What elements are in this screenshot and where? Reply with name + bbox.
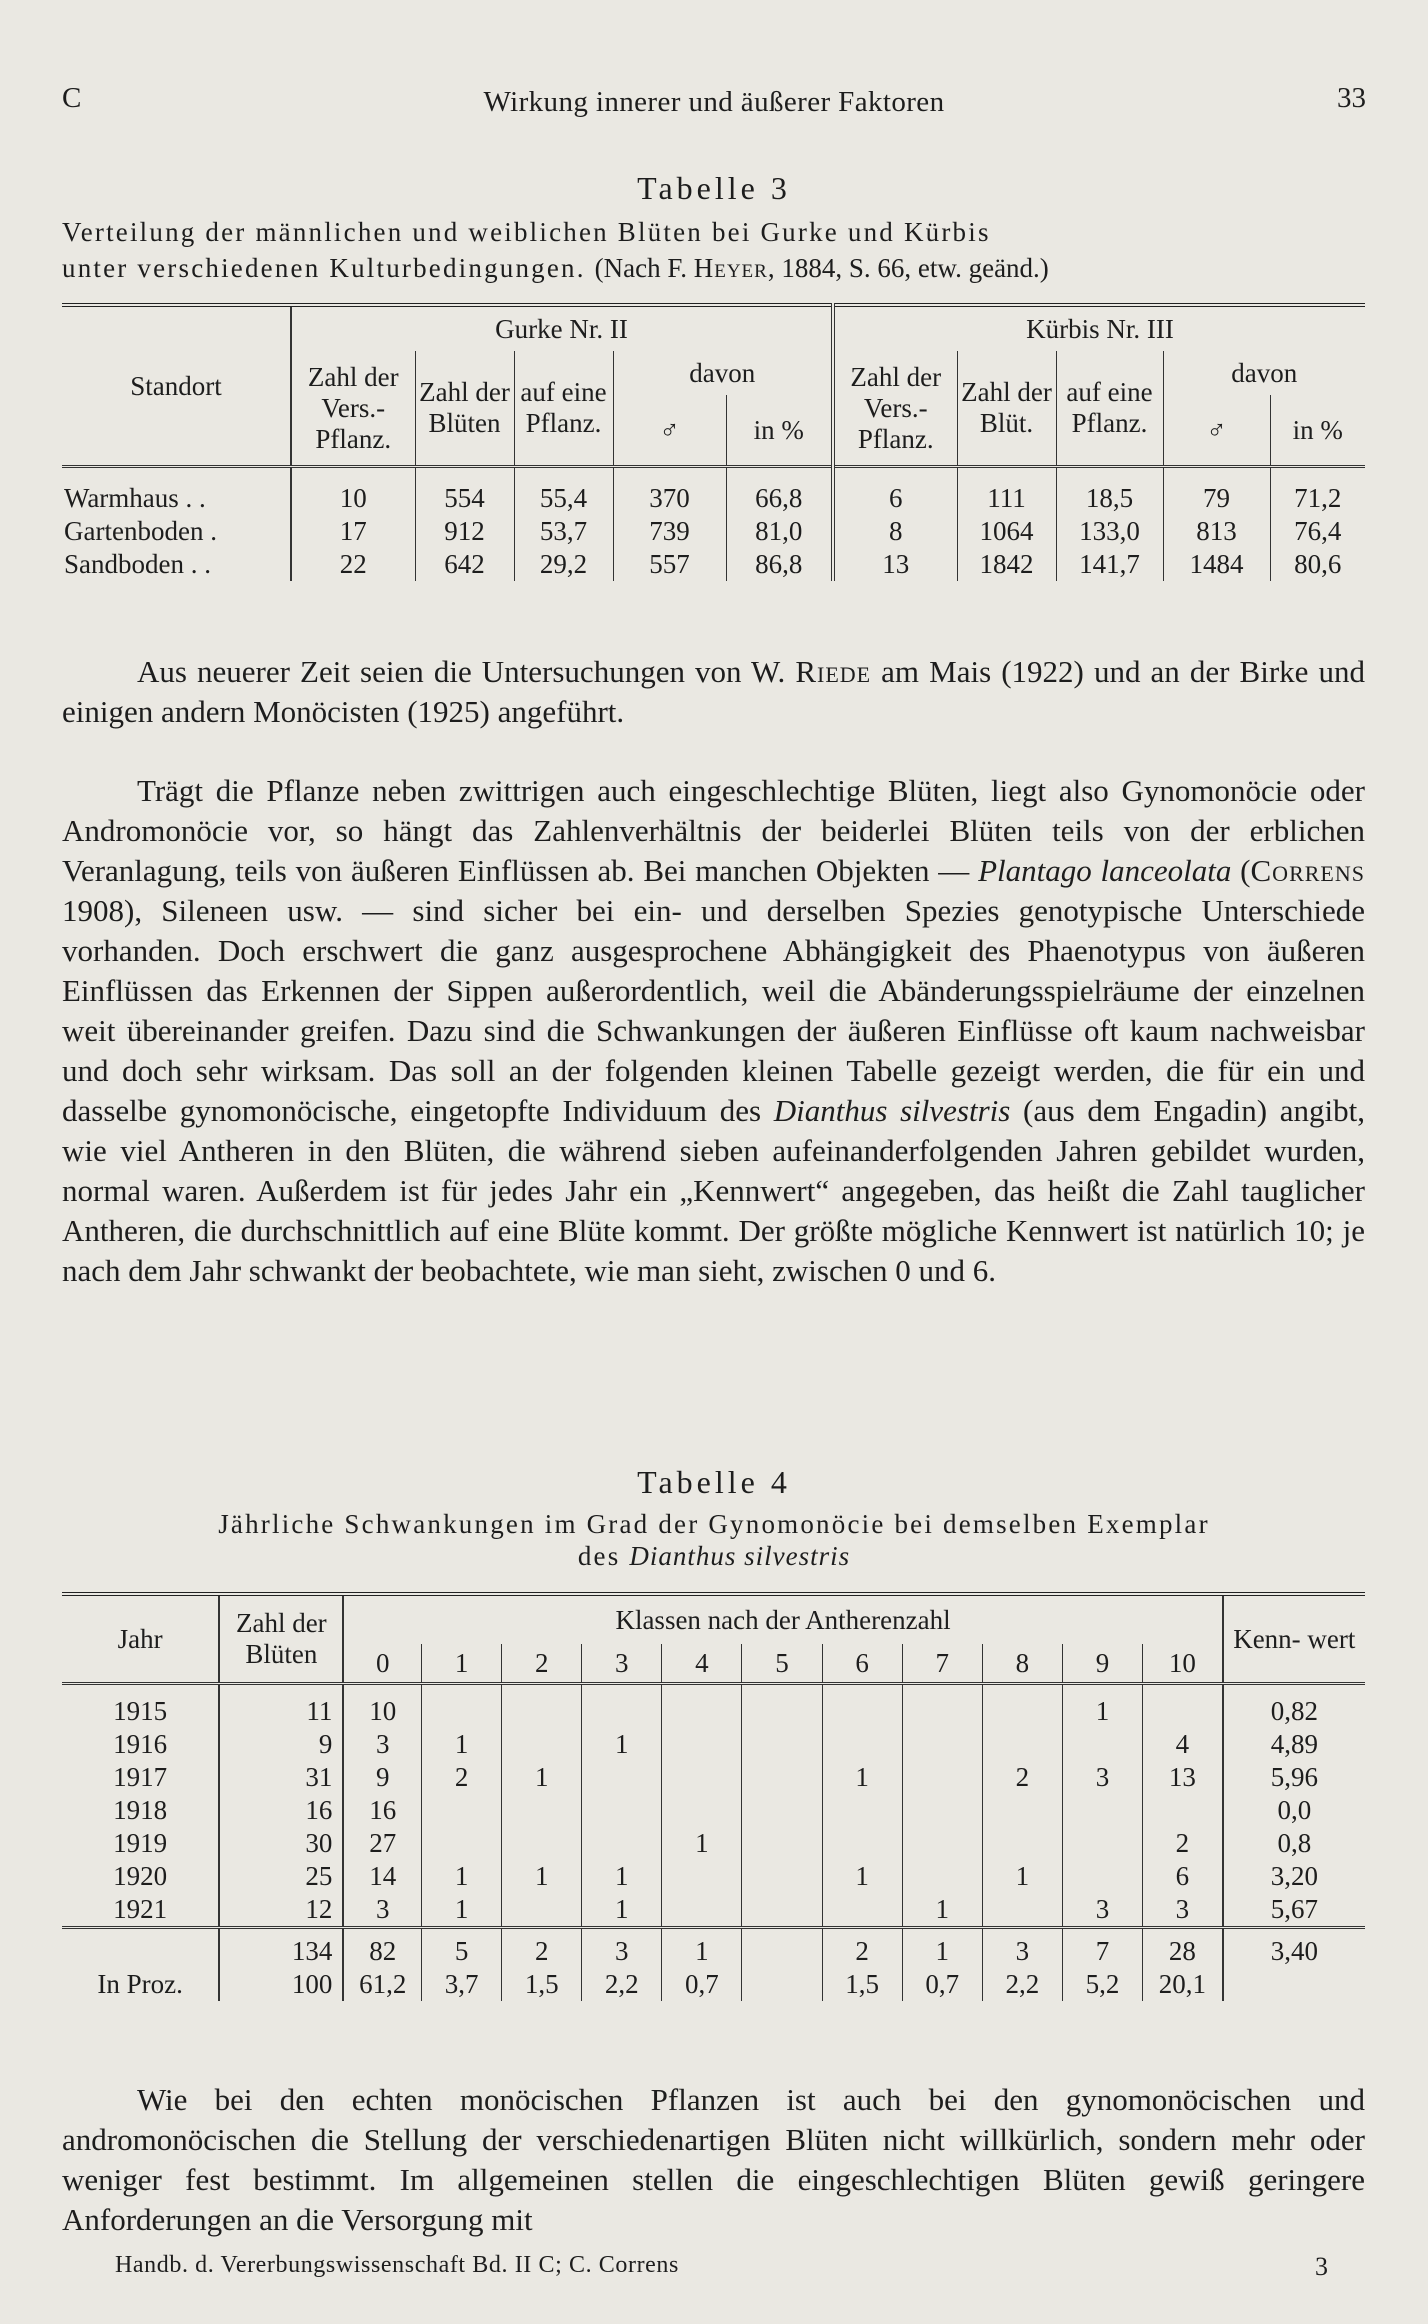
table-row: 1920 25 14 1 1 1 1 1 6 3,20 — [62, 1860, 1365, 1893]
paragraph-stellung: Wie bei den echten monöcischen Pflanzen ist auch bei den gynomonöcischen und andromonöcischen die Stellung der verschiedenartigen Blüten nicht willkürlich, sondern mehr oder weniger fest bestimmt. Im allgemeinen stellen die eingeschlechtigen Blüten gewiß geringere Anforderungen an die Versorgung mit — [62, 2082, 1365, 2237]
table4 — [62, 1592, 1365, 2001]
th-class-7: 7 — [902, 1644, 982, 1684]
table4-caption — [62, 1508, 1366, 1572]
species-plantago: Plantago lanceolata — [978, 853, 1232, 888]
th-klassen: Klassen nach der Antherenzahl — [343, 1594, 1222, 1644]
total-row: 134 82 5 2 3 1 2 1 3 7 28 3,40 — [62, 1928, 1365, 1969]
th-class-8: 8 — [982, 1644, 1062, 1684]
paragraph-riede: Aus neuerer Zeit seien die Untersuchungen von W. Riede am Mais (1922) und an der Birke und einigen andern Monöcisten (1925) angeführt. — [62, 654, 1365, 729]
section-letter: C — [62, 82, 82, 114]
th-k-davon: davon — [1163, 351, 1365, 395]
th-k-auf-eine: auf eine Pflanz. — [1056, 351, 1163, 467]
table-row: 1915 11 10 1 0,82 — [62, 1684, 1365, 1729]
th-class-6: 6 — [822, 1644, 902, 1684]
th-group-kuerbis: Kürbis Nr. III — [833, 305, 1365, 351]
author-heyer: Heyer — [693, 253, 768, 283]
table3-title: Tabelle 3 — [637, 170, 791, 206]
percent-row: In Proz. 100 61,2 3,7 1,5 2,2 0,7 1,5 0,7 2,2 5,2 20,1 — [62, 1968, 1365, 2001]
th-k-male: ♂ — [1163, 395, 1270, 467]
th-class-4: 4 — [662, 1644, 742, 1684]
th-class-2: 2 — [502, 1644, 582, 1684]
th-group-gurke: Gurke Nr. II — [291, 305, 833, 351]
th-class-9: 9 — [1062, 1644, 1142, 1684]
running-title: Wirkung innerer und äußerer Faktoren — [483, 86, 945, 118]
table-row: 1916 9 3 1 1 4 4,89 — [62, 1728, 1365, 1761]
th-g-zahl-vers: Zahl der Vers.- Pflanz. — [291, 351, 415, 467]
table4-title: Tabelle 4 — [637, 1464, 791, 1500]
table-row: Warmhaus . . 10 554 55,4 370 66,8 6 111 18,5 79 71,2 — [62, 467, 1365, 516]
footer-citation: Handb. d. Vererbungswissenschaft Bd. II C; C. Correns — [115, 2252, 679, 2278]
th-g-pct: in % — [726, 395, 833, 467]
th-k-pct: in % — [1270, 395, 1365, 467]
th-kennwert: Kenn- wert — [1223, 1594, 1365, 1684]
table-row: 1921 12 3 1 1 1 3 3 5,67 — [62, 1893, 1365, 1928]
th-g-male: ♂ — [613, 395, 726, 467]
table-row: Gartenboden . 17 912 53,7 739 81,0 8 1064 133,0 813 76,4 — [62, 515, 1365, 548]
table-row: 1918 16 16 0,0 — [62, 1794, 1365, 1827]
th-jahr: Jahr — [62, 1594, 219, 1684]
th-class-3: 3 — [582, 1644, 662, 1684]
signature-mark: 3 — [1315, 2252, 1328, 2281]
table3 — [62, 303, 1365, 581]
th-g-davon: davon — [613, 351, 833, 395]
th-g-zahl-blueten: Zahl der Blüten — [415, 351, 514, 467]
table-row: Sandboden . . 22 642 29,2 557 86,8 13 1842 141,7 1484 80,6 — [62, 548, 1365, 581]
table3-caption-line1: Verteilung der männlichen und weiblichen Blüten bei Gurke und Kürbis — [62, 217, 991, 247]
footer — [115, 2252, 1328, 2279]
author-correns: Correns — [1250, 853, 1365, 888]
table3-caption-line2: unter verschiedenen Kulturbedingungen. (Nach F. Heyer, 1884, S. 66, etw. geänd.) — [62, 253, 1049, 283]
page-number: 33 — [1337, 82, 1366, 114]
th-standort: Standort — [62, 305, 291, 467]
author-riede: Riede — [795, 654, 872, 689]
th-g-auf-eine: auf eine Pflanz. — [514, 351, 613, 467]
table3-caption — [62, 214, 1366, 286]
table-row: 1917 31 9 2 1 1 2 3 13 5,96 — [62, 1761, 1365, 1794]
th-class-0: 0 — [343, 1644, 421, 1684]
table4-caption-line1: Jährliche Schwankungen im Grad der Gynomonöcie bei demselben Exemplar — [218, 1509, 1210, 1539]
th-k-zahl-vers: Zahl der Vers.- Pflanz. — [833, 351, 957, 467]
table-row: 1919 30 27 1 2 0,8 — [62, 1827, 1365, 1860]
running-header — [62, 72, 1366, 122]
th-class-10: 10 — [1143, 1644, 1223, 1684]
th-zahl-blueten: Zahl der Blüten — [219, 1594, 343, 1684]
species-dianthus: Dianthus silvestris — [773, 1093, 1011, 1128]
paragraph-gynomonoecie: Trägt die Pflanze neben zwittrigen auch eingeschlechtige Blüten, liegt also Gynomonöcie oder Andromonöcie vor, so hängt das Zahlenverhältnis der beiderlei Blüten teils von der erblichen Veranlagung, teils von äußeren Einflüssen ab. Bei manchen Objekten — Plantago lanceolata (Correns 1908), Sileneen usw. — sind sicher bei ein- und derselben Spezies genotypische Unterschiede vorhanden. Doch erschwert die ganz ausgesprochene Abhängigkeit des Phaenotypus von äußeren Einflüssen das Erkennen der Sippen außerordentlich, weil die Abänderungsspielräume der einzelnen weit übereinander greifen. Dazu sind die Schwankungen der äußeren Einflüsse oft kaum nachweisbar und doch sehr wirksam. Das soll an der folgenden kleinen Tabelle gezeigt werden, die für ein und dasselbe gynomonöcische, eingetopfte Individuum des Dianthus silvestris (aus dem Engadin) angibt, wie viel Antheren in den Blüten, die während sieben aufeinanderfolgenden Jahren gebildet wurden, normal waren. Außerdem ist für jedes Jahr ein „Kennwert“ angegeben, das heißt die Zahl tauglicher Antheren, die durchschnittlich auf eine Blüte kommt. Der größte mögliche Kennwert ist natürlich 10; je nach dem Jahr schwankt der beobachtete, wie man sieht, zwischen 0 und 6. — [62, 773, 1366, 1288]
table4-caption-line2: des Dianthus silvestris — [577, 1541, 851, 1571]
th-class-1: 1 — [422, 1644, 502, 1684]
th-class-5: 5 — [742, 1644, 822, 1684]
th-k-zahl-bluet: Zahl der Blüt. — [957, 351, 1056, 467]
